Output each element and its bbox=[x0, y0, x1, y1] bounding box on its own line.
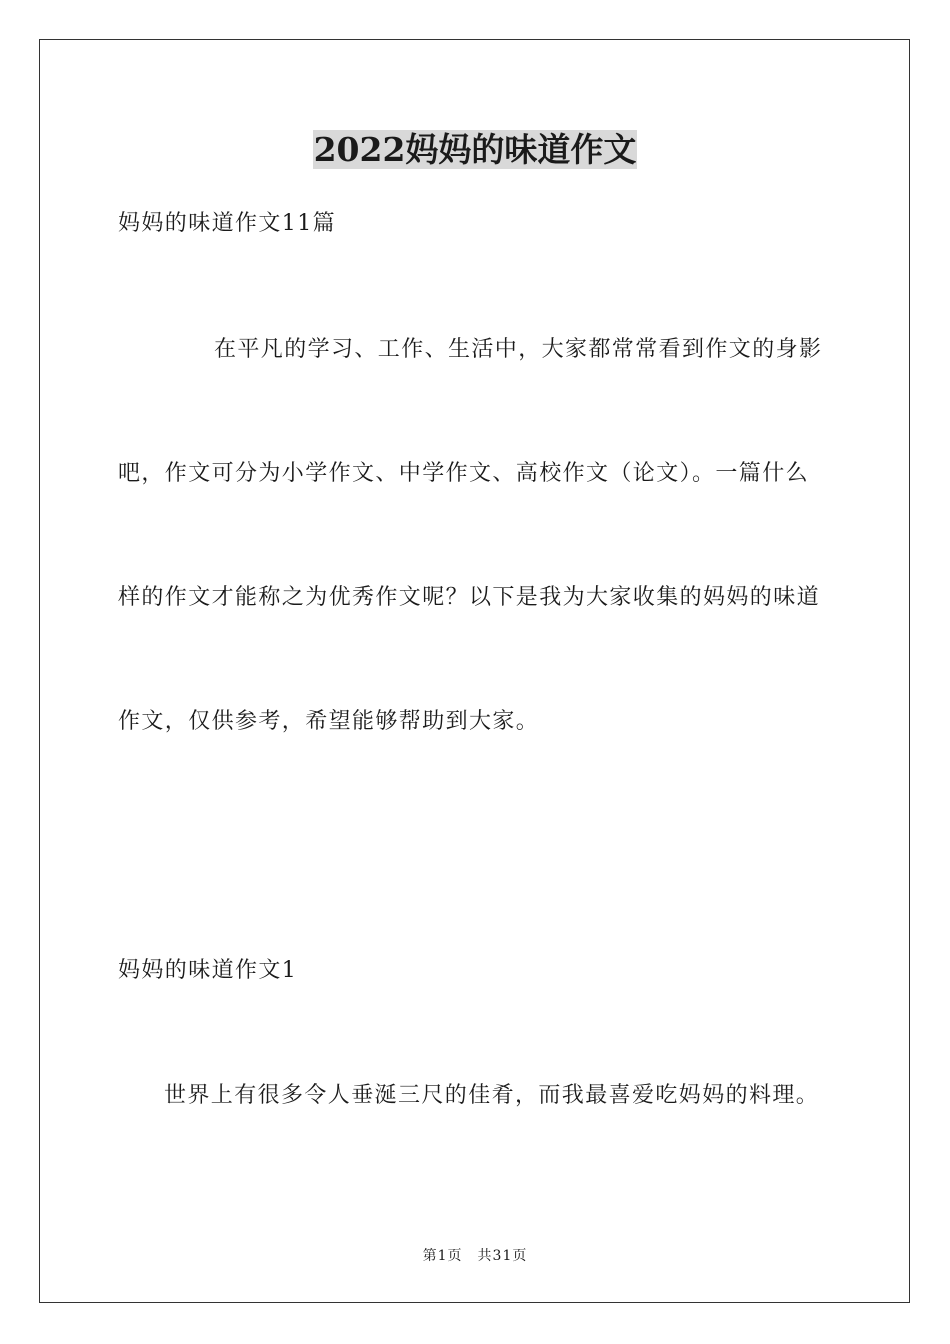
document-title bbox=[0, 128, 950, 172]
intro-paragraph-line-2: 吧，作文可分为小学作文、中学作文、高校作文（论文）。一篇什么 bbox=[118, 461, 810, 486]
section-paragraph-line-1: 世界上有很多令人垂涎三尺的佳肴，而我最喜爱吃妈妈的料理。 bbox=[164, 1083, 820, 1108]
document-title-text: 2022妈妈的味道作文 bbox=[313, 130, 637, 169]
page-footer: 第1页 共31页 bbox=[422, 1248, 528, 1264]
section-heading: 妈妈的味道作文1 bbox=[118, 958, 298, 983]
intro-paragraph-line-1: 在平凡的学习、工作、生活中，大家都常常看到作文的身影 bbox=[214, 337, 823, 362]
intro-paragraph-line-4: 作文，仅供参考，希望能够帮助到大家。 bbox=[118, 709, 540, 734]
document-subtitle: 妈妈的味道作文11篇 bbox=[118, 211, 336, 236]
intro-paragraph-line-3: 样的作文才能称之为优秀作文呢？以下是我为大家收集的妈妈的味道 bbox=[118, 585, 821, 610]
